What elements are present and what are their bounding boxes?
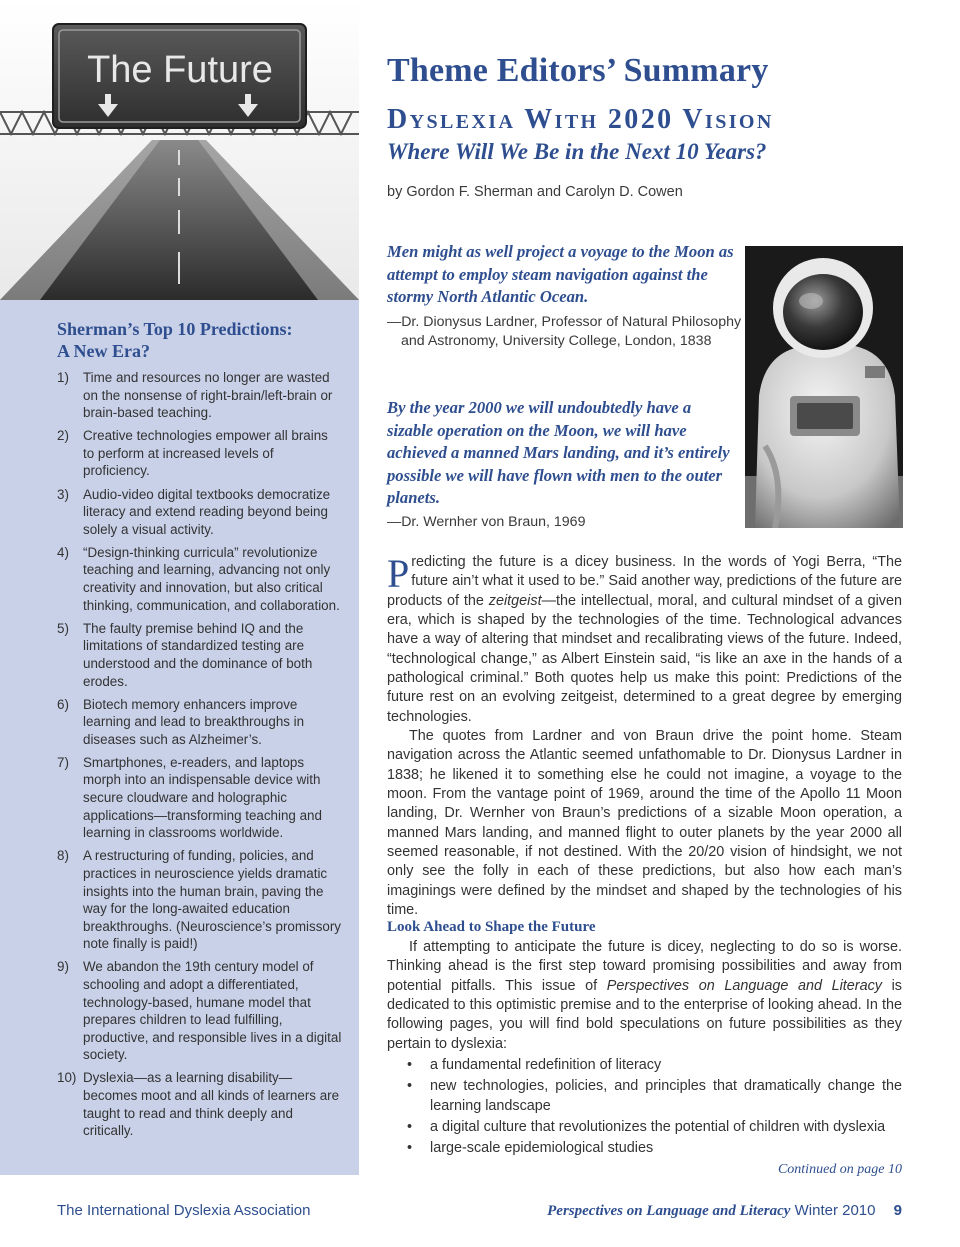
- predictions-list: [57, 369, 342, 1145]
- list-item: 5) The faulty premise behind IQ and the limitations of standardized testing are understood and the dominance of both erodes.: [57, 620, 313, 689]
- list-item: 2) Creative technologies empower all brains to perform at increased levels of proficiency.: [57, 428, 328, 479]
- road-sign-image: [0, 0, 359, 300]
- journal-title: Perspectives on Language and Literacy: [547, 1203, 791, 1219]
- body-paragraph: The quotes from Lardner and von Braun drive the point home. Steam navigation across the Atlantic seemed unfathomable to Dr. Dionysus Lardner in 1838; he likened it to something else he could not imagine, a voyage to the moon. From the vantage point of 1969, around the time of the Apollo 11 Moon landing, Dr. Wernher von Braun’s predictions of a sizable Moon operation, a manned Mars landing, and manned flight to outer planets by the year 2000 all seemed reasonable, if not destined. With the 20/20 vision of hindsight, we not only see the folly in each of these predictions, but also how each man’s imaginings were defined by the mindset and shaped by the technologies of his time.: [387, 728, 902, 919]
- list-item: • new technologies, policies, and principles that dramatically change the learning landscape: [387, 1077, 902, 1116]
- article-subtitle: Dyslexia With 2020 Vision: [387, 104, 774, 135]
- list-item: 9) We abandon the 19th century model of schooling and adopt a differentiated, technology-based, humane model that prepares children to lead fulfilling, productive, and responsible lives in a digital society.: [57, 959, 342, 1063]
- list-item: 4) “Design-thinking curricula” revolutionize teaching and learning, advancing not only creativity and innovation, but also critical thinking, communication, and collaboration.: [57, 544, 340, 613]
- page-number: 9: [893, 1202, 902, 1219]
- future-road-illustration: [0, 0, 359, 300]
- page-title: Theme Editors’ Summary: [387, 52, 769, 89]
- list-item: 3) Audio-video digital textbooks democratize literacy and extend reading beyond being solely a visual activity.: [57, 486, 331, 537]
- list-item: 6) Biotech memory enhancers improve learning and lead to breakthroughs in diseases such as Alzheimer’s.: [57, 696, 305, 747]
- quote-attribution: —Dr. Dionysus Lardner, Professor of Natural Philosophy and Astronomy, University College, London, 1838: [387, 314, 742, 349]
- list-item: 10) Dyslexia—as a learning disability—becomes moot and all kinds of learners are taught to read and think deeply and critically.: [57, 1070, 340, 1139]
- issue-date: Winter 2010: [794, 1202, 876, 1219]
- sidebar-title: Sherman’s Top 10 Predictions: A New Era?: [57, 319, 293, 361]
- continued-link[interactable]: Continued on page 10: [777, 1162, 902, 1177]
- body-paragraph: Predicting the future is a dicey business. In the words of Yogi Berra, “The future ain’t what it used to be.” Said another way, predictions of the future are products of the zeitgeist—the intellectual, moral, and cultural mindset of a given era, which is shaped by the technologies of the time. Technological advances have a way of altering that mindset and recalibrating views of the future. Indeed, “technological change,” as Albert Einstein said, “is like an axe in the hands of a pathological criminal.” Both quotes help us make this point: Predictions of the future rest on an evolving zeitgeist, determined to a great degree by emerging technologies.: [387, 551, 902, 725]
- pull-quote: By the year 2000 we will undoubtedly have a sizable operation on the Moon, we will have achieved a manned Mars landing, and it’s entirely possible we will have flown with men to the outer planets.: [387, 398, 730, 507]
- byline: by Gordon F. Sherman and Carolyn D. Cowen: [387, 184, 683, 200]
- list-item: • large-scale epidemiological studies: [387, 1139, 902, 1159]
- sign-text: The Future: [87, 49, 273, 91]
- footer-publication: [547, 1201, 902, 1221]
- footer-organization: The International Dyslexia Association: [57, 1202, 311, 1219]
- astronaut-photo: [745, 246, 903, 528]
- bullet-list: [387, 1056, 902, 1160]
- list-item: 8) A restructuring of funding, policies, and practices in neuroscience yields dramatic insights into the human brain, paving the way for the long-awaited education breakthroughs. (Neuroscience’s promissory note finally is paid!): [57, 848, 342, 952]
- sidebar-panel: [0, 0, 359, 1175]
- quote-attribution: —Dr. Wernher von Braun, 1969: [387, 514, 586, 530]
- list-item: 7) Smartphones, e-readers, and laptops morph into an indispensable device with secure cloudware and holographic applications—transforming teaching and learning in classrooms worldwide.: [57, 754, 322, 841]
- drop-cap: P: [387, 551, 410, 596]
- body-paragraph: If attempting to anticipate the future is dicey, neglecting to do so is worse. Thinking ahead is the first step toward promising possibilities and away from potential pitfalls. This issue of Perspectives on Language and Literacy is dedicated to this optimistic premise and to the enterprise of looking ahead. In the following pages, you will find bold speculations on future possibilities as they pertain to dyslexia:: [387, 939, 902, 1052]
- list-item: • a digital culture that revolutionizes the potential of children with dyslexia: [387, 1118, 902, 1138]
- list-item: 1) Time and resources no longer are wasted on the nonsense of right-brain/left-brain or brain-based teaching.: [57, 370, 333, 421]
- list-item: • a fundamental redefinition of literacy: [387, 1056, 902, 1076]
- section-heading: Look Ahead to Shape the Future: [387, 919, 596, 935]
- pull-quote: Men might as well project a voyage to the Moon as attempt to employ steam navigation against the stormy North Atlantic Ocean.: [387, 242, 734, 306]
- article-subheading: Where Will We Be in the Next 10 Years?: [387, 139, 767, 164]
